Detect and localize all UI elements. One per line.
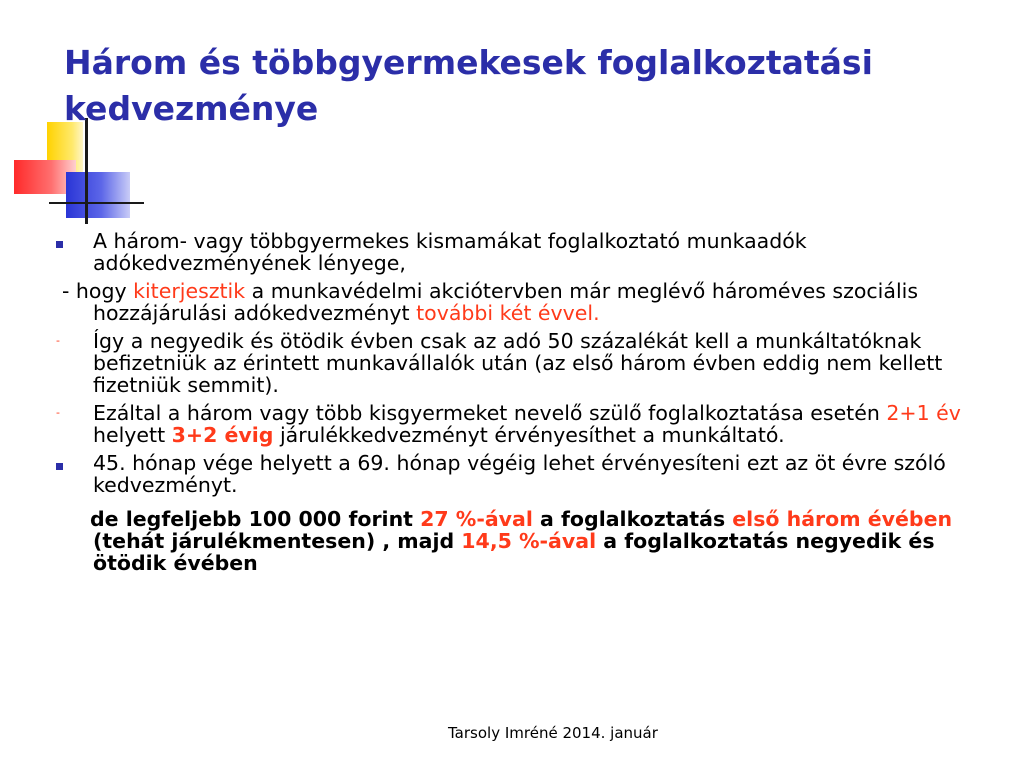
highlight-text: 14,5 %-ával: [461, 529, 597, 553]
title-line-2: kedvezménye: [64, 89, 319, 128]
square-bullet-icon: [56, 452, 63, 474]
bullet-text: 45. hónap vége helyett a 69. hónap végéig lehet érvényesíteni ezt az öt évre szóló kedvezményt.: [93, 451, 946, 497]
bullet-text: A három- vagy többgyermekes kismamákat foglalkoztató munkaadók adókedvezményének lényege,: [93, 229, 807, 275]
blue-square: [66, 172, 130, 218]
title-line-1: Három és többgyermekesek foglalkoztatási: [64, 43, 873, 82]
highlight-text: kiterjesztik: [133, 279, 246, 303]
text-run: Ezáltal a három vagy több kisgyermeket nevelő szülő foglalkoztatása esetén: [93, 401, 887, 425]
text-run: a foglalkoztatás negyedik és ötödik évében: [93, 529, 935, 575]
horizontal-line: [49, 202, 144, 204]
square-bullet-icon: [56, 230, 63, 252]
dash-bullet-icon: -: [56, 334, 60, 347]
slide-title: [64, 40, 964, 132]
bullet-item: [52, 452, 982, 496]
dash-item: [52, 402, 982, 446]
bullet-item: [52, 230, 982, 274]
text-run: a foglalkoztatás: [532, 507, 733, 531]
slide-content: [52, 230, 982, 574]
text-run: a munkavédelmi akciótervben már meglévő hároméves szociális hozzájárulási adókedvezményt: [93, 279, 919, 325]
bold-paragraph: [52, 508, 982, 574]
dash-text: Így a negyedik és ötödik évben csak az adó 50 százalékát kell a munkáltatóknak befizetniük az érintett munkavállalók után (az első három évben eddig nem kellett fizetniük semmit).: [93, 329, 943, 397]
paragraph: [52, 280, 982, 324]
dash-item: [52, 330, 982, 396]
text-run: - hogy: [62, 279, 134, 303]
highlight-text: további két évvel.: [416, 301, 600, 325]
text-run: járulékkedvezményt érvényesíthet a munkáltató.: [273, 423, 785, 447]
footer-text: Tarsoly Imréné 2014. január: [448, 724, 658, 742]
text-run: helyett: [93, 423, 172, 447]
text-run: (tehát járulékmentesen) , majd: [93, 529, 462, 553]
highlight-text: 27 %-ával: [420, 507, 533, 531]
dash-bullet-icon: -: [56, 406, 60, 419]
text-run: de legfeljebb 100 000 forint: [90, 507, 421, 531]
vertical-line: [85, 118, 88, 224]
highlight-text: 2+1 év: [886, 401, 961, 425]
highlight-bold-text: 3+2 évig: [171, 423, 274, 447]
highlight-text: első három évében: [732, 507, 953, 531]
